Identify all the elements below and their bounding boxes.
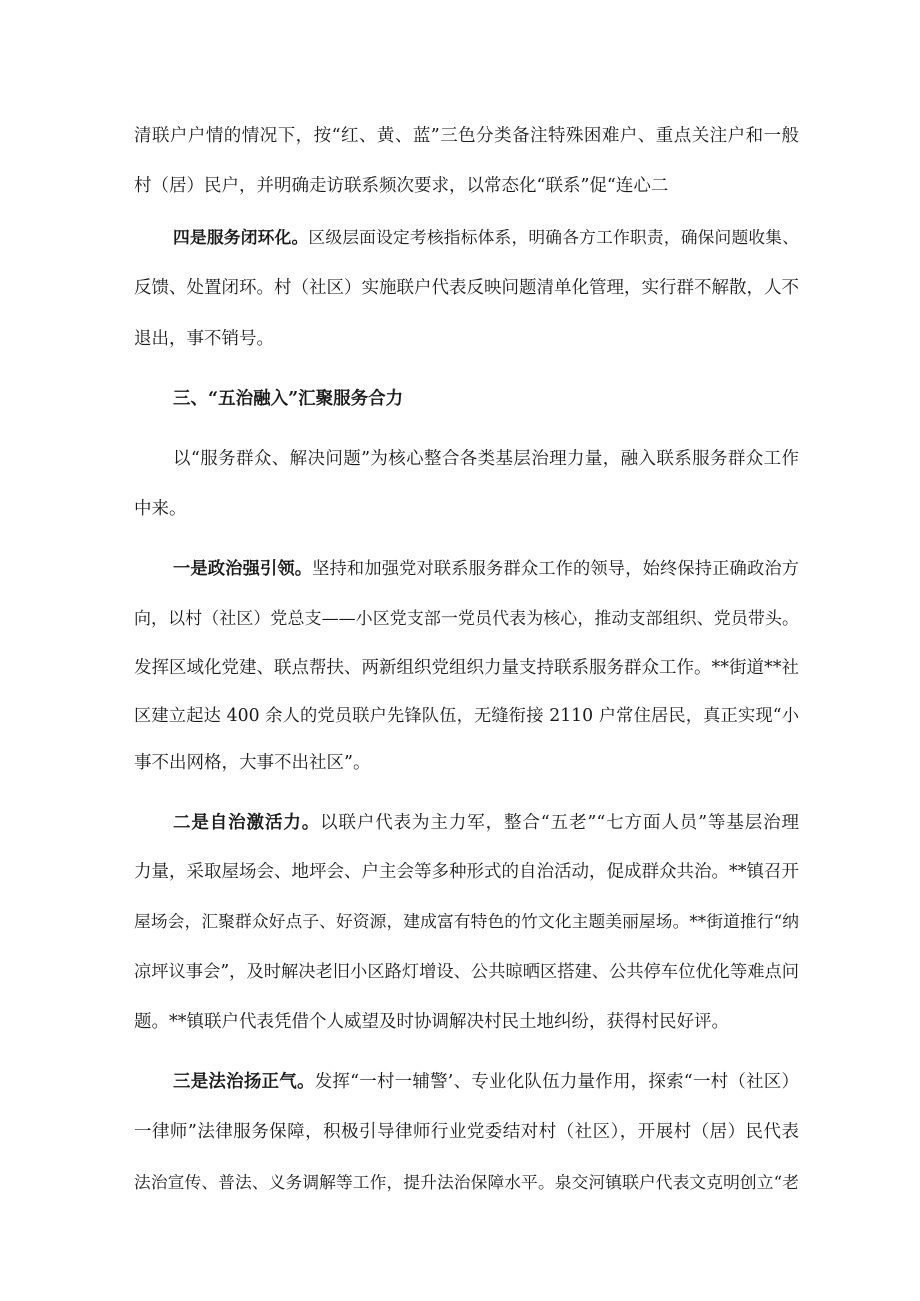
paragraph-text: 以联户代表为主力军，整合“五老”“七方面人员”等基层治理 [320,813,799,833]
paragraph-line: 反馈、处置闭环。村（社区）实施联户代表反映问题清单化管理，实行群不解散，人不 [134,278,799,298]
paragraph-text: 发挥“一村一辅警’、专业化队伍力量作用，探索“一村（社区） [314,1072,799,1092]
paragraph-line: 力量，采取屋场会、地坪会、户主会等多种形式的自治活动，促成群众共治。**镇召开 [134,862,799,882]
paragraph-text: 区级层面设定考核指标体系，明确各方工作职责，确保问题收集、 [308,227,799,247]
paragraph-line: 区建立起达 400 余人的党员联户先锋队伍，无缝衔接 2110 户常住居民，真正实现“小 [134,706,799,726]
paragraph-line: 村（居）民户，并明确走访联系频次要求，以常态化“联系”促“连心二 [134,176,669,196]
paragraph-lead: 四是服务闭环化。 [173,227,309,247]
paragraph-line: 屋场会，汇聚群众好点子、好资源，建成富有特色的竹文化主题美丽屋场。**街道推行“纳 [134,911,799,931]
paragraph-lead: 一是政治强引领。 [173,559,313,579]
paragraph-line: 退出，事不销号。 [134,329,274,349]
paragraph-line: 题。**镇联户代表凭借个人威望及时协调解决村民土地纠纷，获得村民好评。 [134,1012,729,1032]
paragraph-lead: 二是自治激活力。 [173,813,321,833]
paragraph-lead: 三是法治扬正气。 [173,1072,315,1092]
paragraph-line: 中来。 [134,499,187,519]
paragraph-line: 向，以村（社区）党总支——小区党支部一党员代表为核心，推动支部组织、党员带头。 [134,609,799,629]
paragraph-line: 法治宣传、普法、义务调解等工作，提升法治保障水平。泉交河镇联户代表文克明创立“老 [134,1172,799,1192]
paragraph-line [173,225,799,249]
section-heading: 三、“五治融入”汇聚服务合力 [173,389,404,409]
paragraph-line: 清联户户情的情况下，按“红、黄、蓝”三色分类备注特殊困难户、重点关注户和一般 [134,126,799,146]
paragraph-line: 一律师”法律服务保障，积极引导律师行业党委结对村（社区），开展村（居）民代表 [134,1122,799,1142]
paragraph-line: 事不出网格，大事不出社区”。 [134,753,371,773]
paragraph-line: 以“服务群众、解决问题”为核心整合各类基层治理力量，融入联系服务群众工作 [173,449,799,469]
paragraph-line: 发挥区域化党建、联点帮扶、两新组织党组织力量支持联系服务群众工作。**街道**社 [134,658,799,678]
paragraph-text: 坚持和加强党对联系服务群众工作的领导，始终保持正确政治方 [312,559,799,579]
paragraph-line [173,557,799,581]
paragraph-line: 凉坪议事会”，及时解决老旧小区路灯增设、公共晾晒区搭建、公共停车位优化等难点问 [134,962,799,982]
paragraph-line [173,811,799,835]
paragraph-line [173,1070,799,1094]
